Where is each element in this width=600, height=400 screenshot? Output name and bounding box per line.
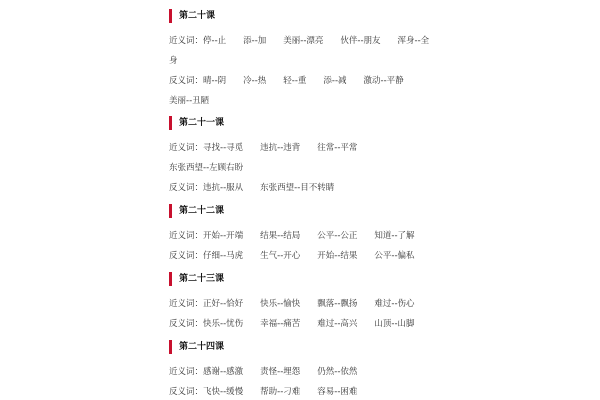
- lesson-21: [169, 116, 469, 198]
- lesson-title: 第二十课: [179, 11, 216, 21]
- antonyms-line: 反义词：仔细--马虎 生气--开心 开始--结果 公平--偏私: [169, 251, 415, 261]
- antonyms-line: 反义词：快乐--忧伤 幸福--痛苦 难过--高兴 山顶--山脚: [169, 319, 415, 329]
- lesson-header: [169, 340, 469, 354]
- lesson-title: 第二十一课: [179, 118, 225, 128]
- synonyms-line: 近义词：开始--开端 结果--结局 公平--公正 知道--了解: [169, 231, 415, 241]
- lesson-23: [169, 272, 469, 334]
- section-marker: [169, 116, 172, 130]
- synonyms-line: 近义词：停--止 添--加 美丽--漂亮 伙伴--朋友 浑身--全: [169, 36, 430, 46]
- antonyms-line-cont: 美丽--丑陋: [169, 96, 210, 106]
- lesson-header: [169, 9, 469, 23]
- section-marker: [169, 340, 172, 354]
- section-marker: [169, 272, 172, 286]
- lesson-header: [169, 204, 469, 218]
- lesson-24: [169, 340, 469, 400]
- synonyms-line: 近义词：正好--恰好 快乐--愉快 飘落--飘扬 难过--伤心: [169, 299, 415, 309]
- lesson-20: [169, 9, 469, 111]
- antonyms-line: 反义词：晴--阴 冷--热 轻--重 添--减 激动--平静: [169, 76, 404, 86]
- synonyms-line-cont: 身: [169, 56, 178, 66]
- antonyms-line: 反义词：飞快--缓慢 帮助--刁难 容易--困难: [169, 387, 358, 397]
- lesson-header: [169, 272, 469, 286]
- lesson-title: 第二十四课: [179, 342, 225, 352]
- section-marker: [169, 9, 172, 23]
- antonyms-line: 反义词：违抗--服从 东张西望--目不转睛: [169, 183, 335, 193]
- section-marker: [169, 204, 172, 218]
- synonyms-line-cont: 东张西望--左顾右盼: [169, 163, 244, 173]
- synonyms-line: 近义词：感谢--感激 责怪--埋怨 仍然--依然: [169, 367, 358, 377]
- lesson-title: 第二十二课: [179, 206, 225, 216]
- lesson-22: [169, 204, 469, 266]
- lesson-header: [169, 116, 469, 130]
- synonyms-line: 近义词：寻找--寻觅 违抗--违背 往常--平常: [169, 143, 358, 153]
- lesson-title: 第二十三课: [179, 274, 225, 284]
